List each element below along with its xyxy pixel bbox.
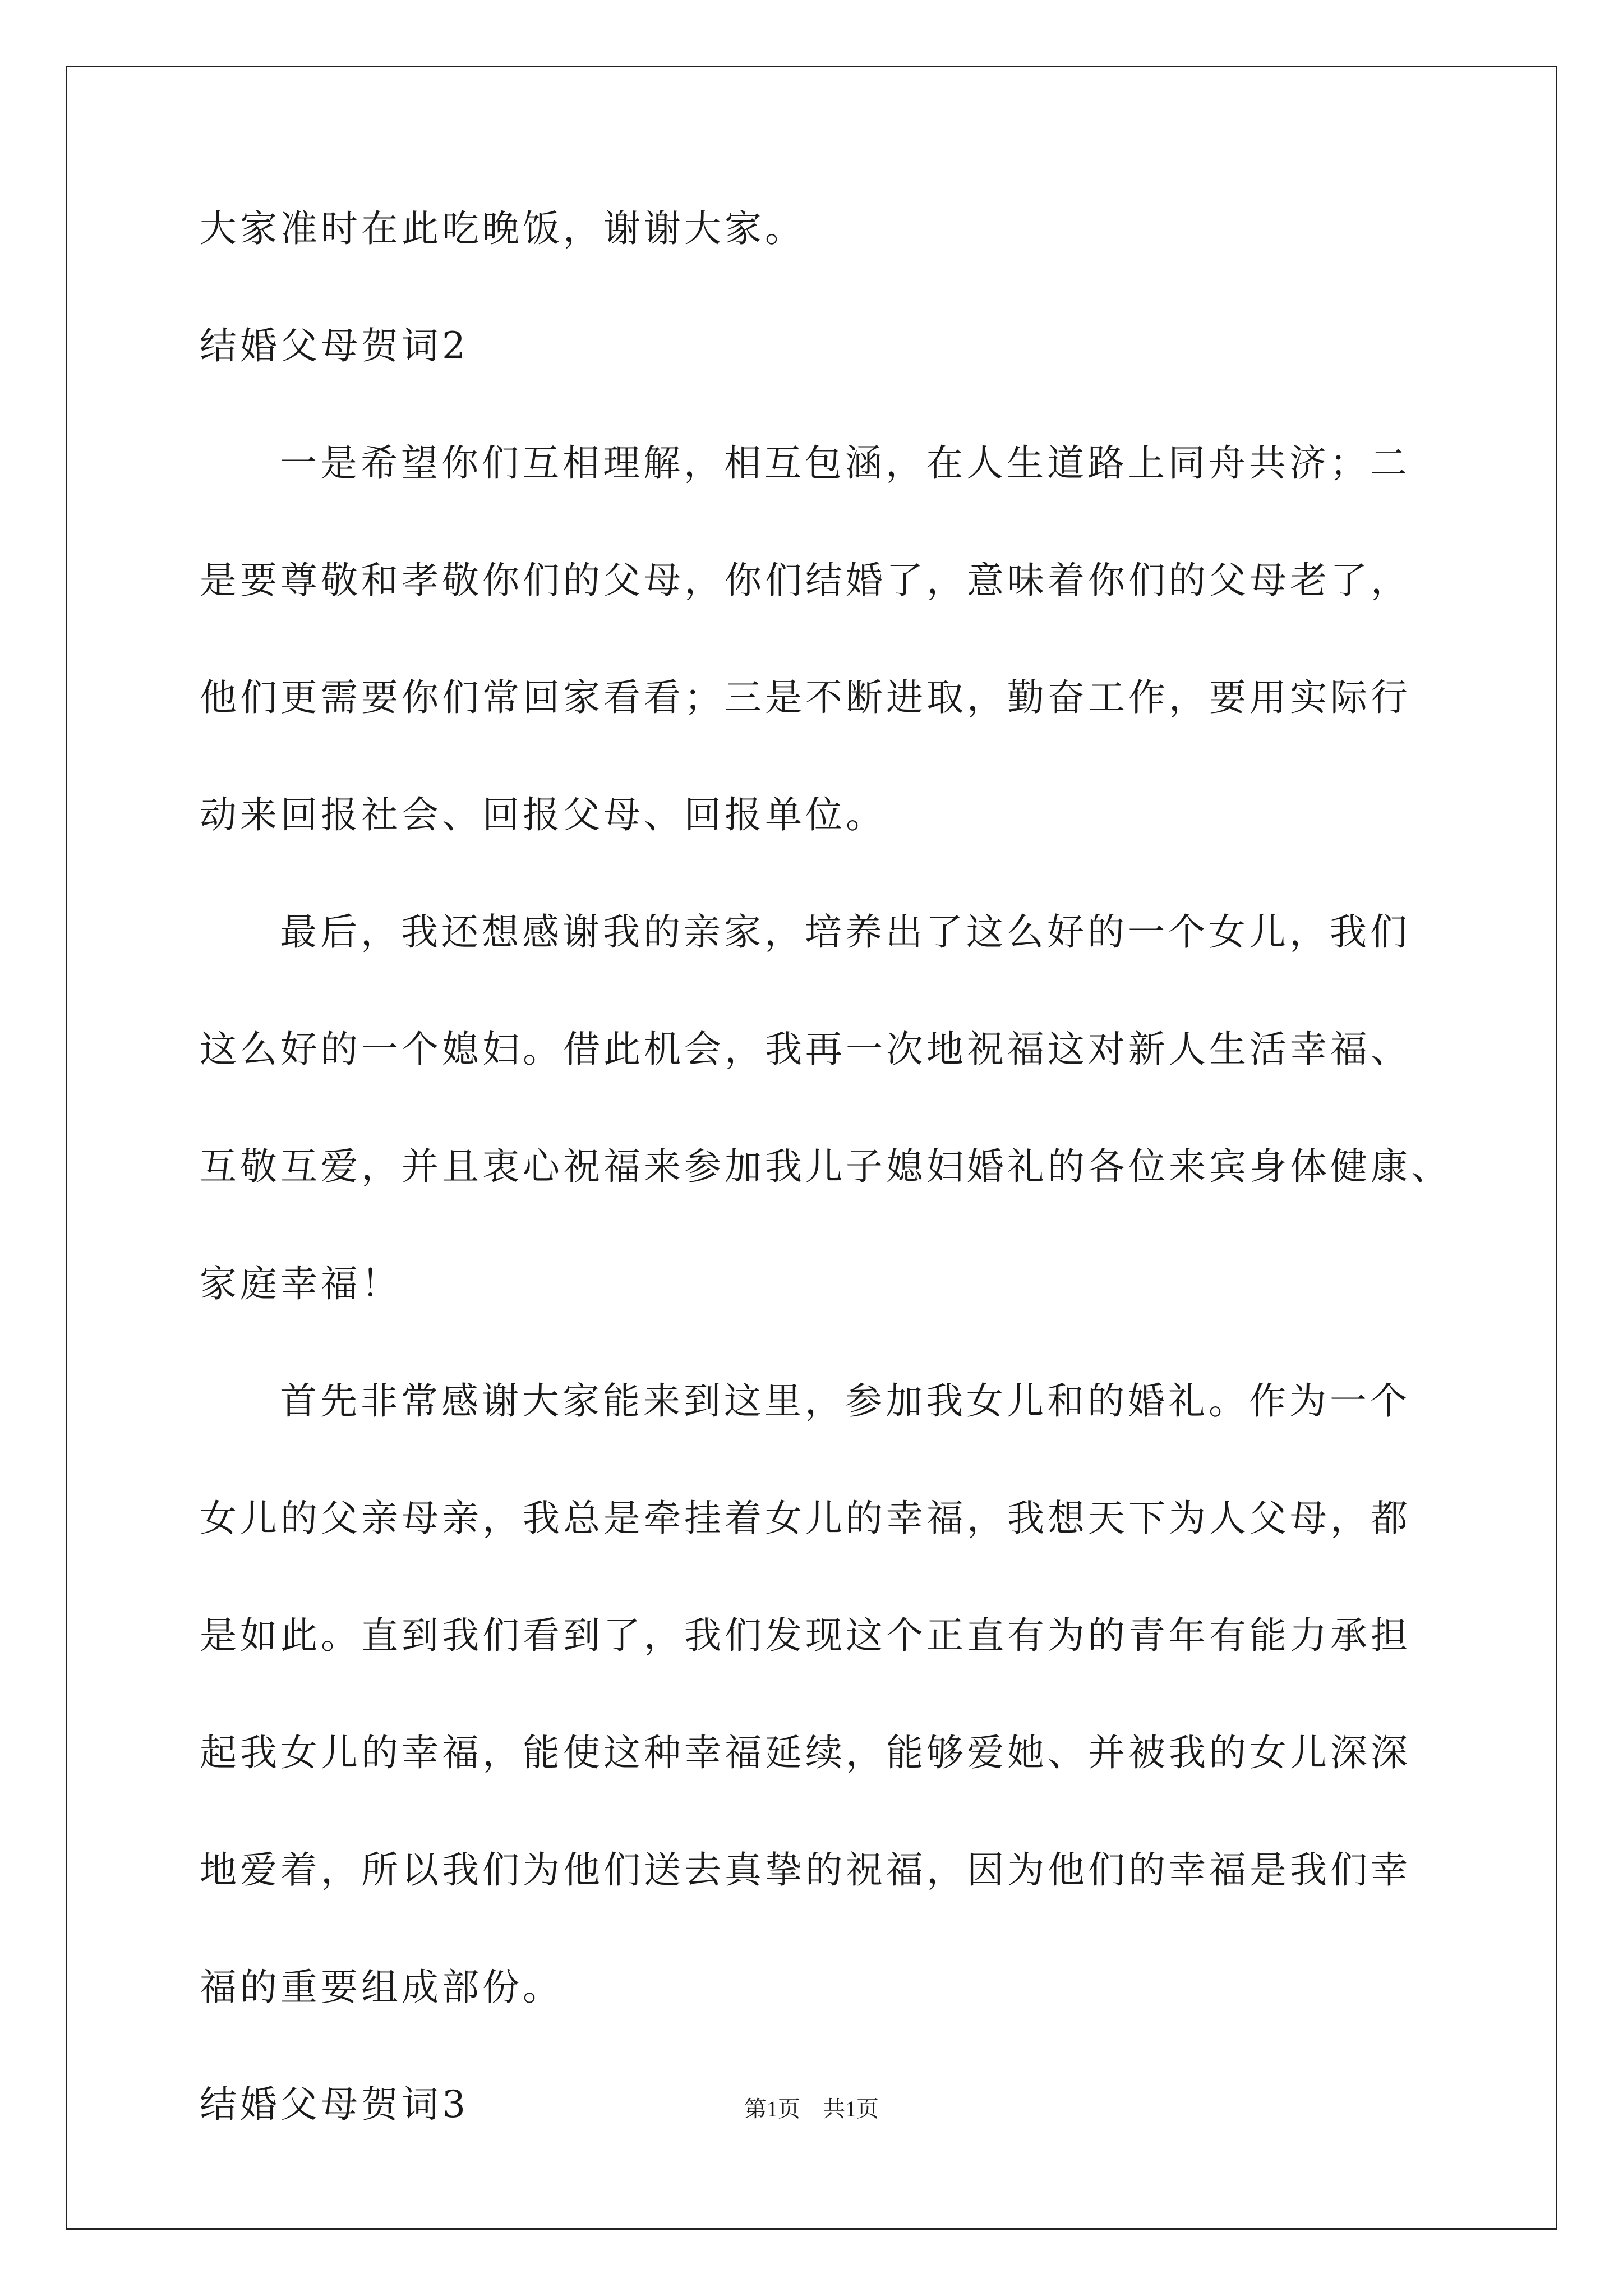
text-line: 地爱着，所以我们为他们送去真挚的祝福，因为他们的幸福是我们幸 bbox=[200, 1848, 1411, 1892]
text-line: 福的重要组成部份。 bbox=[200, 1966, 563, 2009]
text-line: 大家准时在此吃晚饭，谢谢大家。 bbox=[200, 207, 805, 250]
text-line: 首先非常感谢大家能来到这里，参加我女儿和的婚礼。作为一个 bbox=[280, 1379, 1410, 1423]
text-line: 起我女儿的幸福，能使这种幸福延续，能够爱她、并被我的女儿深深 bbox=[200, 1731, 1411, 1774]
text-line: 最后，我还想感谢我的亲家，培养出了这么好的一个女儿，我们 bbox=[280, 910, 1410, 954]
text-line: 女儿的父亲母亲，我总是牵挂着女儿的幸福，我想天下为人父母，都 bbox=[200, 1497, 1411, 1540]
text-line: 他们更需要你们常回家看看；三是不断进取，勤奋工作，要用实际行 bbox=[200, 676, 1411, 719]
text-line: 这么好的一个媳妇。借此机会，我再一次地祝福这对新人生活幸福、 bbox=[200, 1028, 1411, 1071]
section-heading: 结婚父母贺词3 bbox=[200, 2083, 469, 2126]
text-line: 互敬互爱，并且衷心祝福来参加我儿子媳妇婚礼的各位来宾身体健康、 bbox=[200, 1145, 1451, 1188]
text-line: 是如此。直到我们看到了，我们发现这个正直有为的青年有能力承担 bbox=[200, 1614, 1411, 1657]
text-line: 家庭幸福！ bbox=[200, 1262, 402, 1305]
document-body bbox=[200, 207, 1451, 2203]
page-number-footer: 第1页 共1页 bbox=[744, 2096, 879, 2122]
text-line: 是要尊敬和孝敬你们的父母，你们结婚了，意味着你们的父母老了， bbox=[200, 559, 1411, 602]
text-line: 一是希望你们互相理解，相互包涵，在人生道路上同舟共济；二 bbox=[280, 441, 1410, 485]
text-line: 动来回报社会、回报父母、回报单位。 bbox=[200, 793, 886, 836]
section-heading: 结婚父母贺词2 bbox=[200, 324, 469, 367]
